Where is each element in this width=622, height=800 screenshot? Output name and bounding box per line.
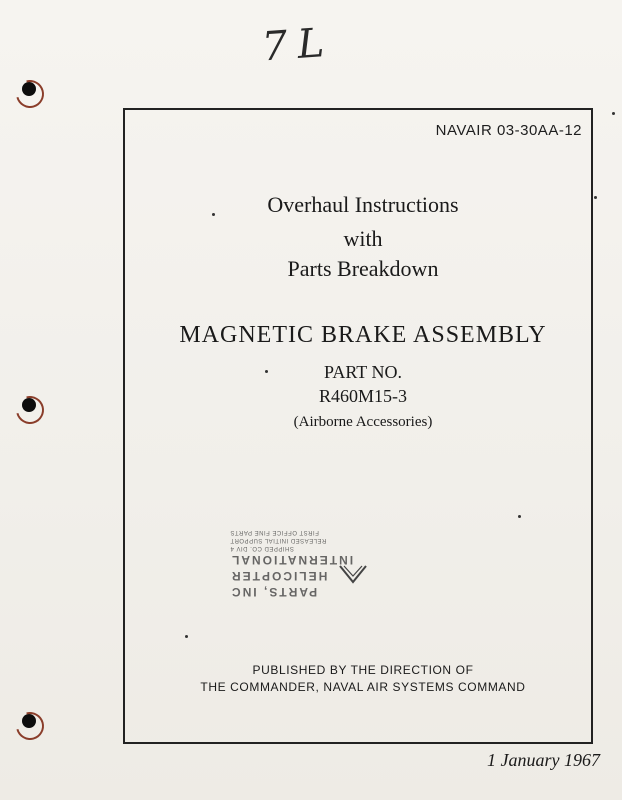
publisher-line-2: THE COMMANDER, NAVAL AIR SYSTEMS COMMAND	[200, 680, 526, 694]
handwritten-mark: 7L	[260, 19, 336, 71]
distributor-stamp	[230, 528, 353, 600]
main-title: MAGNETIC BRAKE ASSEMBLY	[179, 322, 547, 348]
publication-date: 1 January 1967	[487, 750, 600, 770]
speck	[518, 515, 521, 518]
stamp-company-3: PARTS, INC	[230, 585, 318, 599]
speck	[594, 196, 597, 199]
document-number: NAVAIR 03-30AA-12	[435, 122, 582, 139]
title-line-1: Overhaul Instructions	[267, 192, 459, 217]
publisher-block	[123, 662, 603, 696]
speck	[185, 635, 188, 638]
stamp-company-1: INTERNATIONAL	[230, 553, 354, 567]
part-label: PART NO.	[324, 362, 402, 382]
part-number: R460M15-3	[318, 386, 407, 406]
stamp-company-2: HELICOPTER	[230, 569, 328, 583]
publisher-line-1: PUBLISHED BY THE DIRECTION OF	[252, 663, 474, 677]
manufacturer: (Airborne Accessories)	[293, 414, 433, 430]
stamp-line-1: FIRST OFFICE FINE PARTS	[230, 529, 319, 535]
speck	[212, 213, 215, 216]
stamp-logo-icon	[338, 562, 368, 584]
speck	[612, 112, 615, 115]
stamp-line-2: RELEASED INITIAL SUPPORT	[230, 537, 327, 543]
speck	[265, 370, 268, 373]
title-line-2: with	[343, 226, 383, 251]
stamp-line-3: SHIPPED CO. DIV 4	[230, 545, 294, 551]
title-line-3: Parts Breakdown	[287, 256, 439, 281]
